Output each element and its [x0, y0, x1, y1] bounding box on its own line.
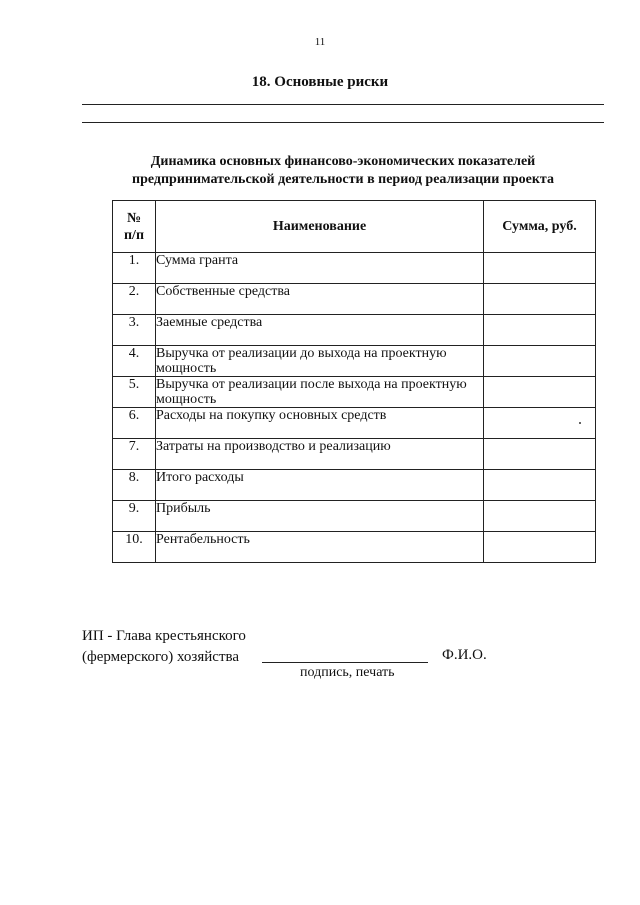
- signatory-label-line-2: (фермерского) хозяйства: [82, 649, 240, 665]
- blank-line-2: [82, 122, 604, 123]
- row-sum: [484, 439, 596, 470]
- row-num: 7.: [113, 439, 156, 470]
- header-num-line-2: п/п: [123, 227, 145, 243]
- header-num: [113, 201, 156, 253]
- signature-line: [262, 662, 428, 663]
- table-row: [113, 284, 596, 315]
- signatory-fio: Ф.И.О.: [442, 647, 487, 663]
- row-sum: [484, 501, 596, 532]
- row-num: 4.: [113, 346, 156, 377]
- row-num: 3.: [113, 315, 156, 346]
- row-name: Рентабельность: [156, 532, 484, 563]
- row-num: 10.: [113, 532, 156, 563]
- table-row: [113, 470, 596, 501]
- row-name: Выручка от реализации после выхода на проектную мощность: [156, 377, 484, 408]
- table-title-line-1: Динамика основных финансово-экономических показателей: [150, 154, 536, 169]
- blank-line-1: [82, 104, 604, 105]
- row-name: Собственные средства: [156, 284, 484, 315]
- row-sum: [484, 377, 596, 408]
- indicators-table: [112, 200, 596, 563]
- signatory-label-line-1: ИП - Глава крестьянского: [82, 628, 246, 644]
- row-name: Выручка от реализации до выхода на проектную мощность: [156, 346, 484, 377]
- header-name: Наименование: [156, 201, 484, 253]
- row-sum: [484, 532, 596, 563]
- page-number: 11: [314, 36, 326, 48]
- row-num: 1.: [113, 253, 156, 284]
- row-sum: [484, 408, 596, 439]
- row-sum: [484, 346, 596, 377]
- row-num: 5.: [113, 377, 156, 408]
- row-name: Расходы на покупку основных средств: [156, 408, 484, 439]
- signature-caption: подпись, печать: [300, 665, 395, 680]
- row-num: 6.: [113, 408, 156, 439]
- table-row: [113, 346, 596, 377]
- row-sum: [484, 284, 596, 315]
- table-row: [113, 408, 596, 439]
- signatory-label: [82, 626, 246, 668]
- table-row: [113, 532, 596, 563]
- table-title: [82, 153, 604, 189]
- row-sum: [484, 253, 596, 284]
- section-title: 18. Основные риски: [251, 74, 389, 90]
- row-num: 2.: [113, 284, 156, 315]
- row-name: Итого расходы: [156, 470, 484, 501]
- header-num-line-1: №: [126, 210, 142, 226]
- table-row: [113, 253, 596, 284]
- table-row: [113, 439, 596, 470]
- table-row: [113, 315, 596, 346]
- row-name: Сумма гранта: [156, 253, 484, 284]
- row-num: 8.: [113, 470, 156, 501]
- stray-dot: [579, 422, 581, 424]
- row-name: Прибыль: [156, 501, 484, 532]
- row-name: Затраты на производство и реализацию: [156, 439, 484, 470]
- table-row: [113, 377, 596, 408]
- table-title-line-2: предпринимательской деятельности в период реализации проекта: [132, 172, 554, 187]
- row-num: 9.: [113, 501, 156, 532]
- row-sum: [484, 470, 596, 501]
- row-sum: [484, 315, 596, 346]
- table-header-row: [113, 201, 596, 253]
- table-row: [113, 501, 596, 532]
- row-name: Заемные средства: [156, 315, 484, 346]
- header-sum: Сумма, руб.: [484, 201, 596, 253]
